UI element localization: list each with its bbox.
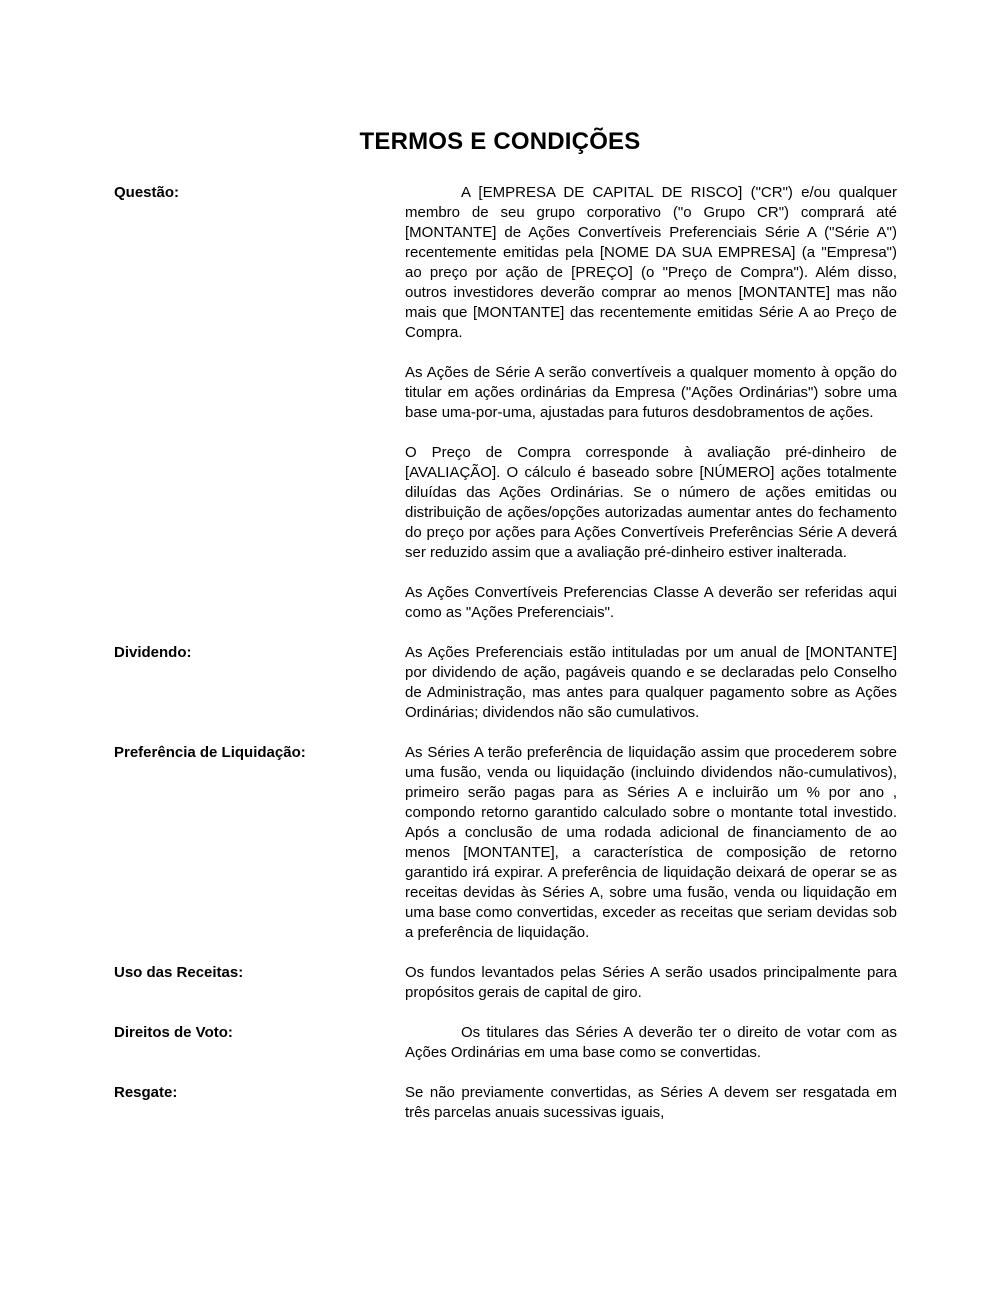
term-text-column [405,1023,897,1063]
term-text-column [405,743,897,943]
terms-body [114,183,904,1123]
term-section [114,743,904,943]
term-text-column [405,1083,897,1123]
term-paragraph: Os fundos levantados pelas Séries A serão usados principalmente para propósitos gerais de capital de giro. [405,964,897,1001]
term-section [114,643,904,723]
term-section [114,1023,904,1063]
term-section [114,1083,904,1123]
term-paragraph: As Ações de Série A serão convertíveis a qualquer momento à opção do titular em ações ordinárias da Empresa ("Ações Ordinárias") sobre uma base uma-por-uma, ajustadas para futuros desdobramentos de ações. [405,364,897,421]
term-label: Direitos de Voto: [114,1024,233,1041]
term-section [114,963,904,1003]
term-paragraph: Os titulares das Séries A deverão ter o direito de votar com as Ações Ordinárias em uma base como se convertidas. [405,1024,897,1061]
term-text-column [405,643,897,723]
term-text-column [405,183,897,623]
term-label: Preferência de Liquidação: [114,744,306,761]
page-title: TERMOS E CONDIÇÕES [359,128,641,156]
term-section [114,183,904,623]
term-paragraph: O Preço de Compra corresponde à avaliação pré-dinheiro de [AVALIAÇÃO]. O cálculo é baseado sobre [NÚMERO] ações totalmente diluídas das Ações Ordinárias. Se o número de ações emitidas ou distribuição de ações/opções autorizadas aumentar antes do fechamento do preço por ações para Ações Convertíveis Preferências Série A deverá ser reduzido assim que a avaliação pré-dinheiro estiver inalterada. [405,444,897,561]
term-label: Resgate: [114,1084,178,1101]
term-paragraph: Se não previamente convertidas, as Séries A devem ser resgatada em três parcelas anuais sucessivas iguais, [405,1084,897,1121]
term-paragraph: As Séries A terão preferência de liquidação assim que procederem sobre uma fusão, venda ou liquidação (incluindo dividendos não-cumulativos), primeiro serão pagas para as Séries A e incluirão um % por ano , compondo retorno garantido calculado sobre o montante total investido. Após a conclusão de uma rodada adicional de financiamento de ao menos [MONTANTE], a característica de composição de retorno garantido irá expirar. A preferência de liquidação deixará de operar se as receitas devidas às Séries A, sobre uma fusão, venda ou liquidação em uma base como convertidas, exceder as receitas que seriam devidas sob a preferência de liquidação. [405,744,897,941]
term-label: Dividendo: [114,644,192,661]
term-paragraph: As Ações Preferenciais estão intituladas por um anual de [MONTANTE] por dividendo de ação, pagáveis quando e se declaradas pelo Conselho de Administração, mas antes para qualquer pagamento sobre as Ações Ordinárias; dividendos não são cumulativos. [405,644,897,721]
term-paragraph: As Ações Convertíveis Preferencias Classe A deverão ser referidas aqui como as "Ações Preferenciais". [405,584,897,621]
term-paragraph: A [EMPRESA DE CAPITAL DE RISCO] ("CR") e/ou qualquer membro de seu grupo corporativo ("o Grupo CR") comprará até [MONTANTE] de Ações Convertíveis Preferenciais Série A ("Série A") recentemente emitidas pela [NOME DA SUA EMPRESA] (a "Empresa") ao preço por ação de [PREÇO] (o "Preço de Compra"). Além disso, outros investidores deverão comprar ao menos [MONTANTE] mas não mais que [MONTANTE] das recentemente emitidas Série A ao Preço de Compra. [405,184,897,341]
term-label: Uso das Receitas: [114,964,244,981]
term-text-column [405,963,897,1003]
term-label: Questão: [114,184,180,201]
